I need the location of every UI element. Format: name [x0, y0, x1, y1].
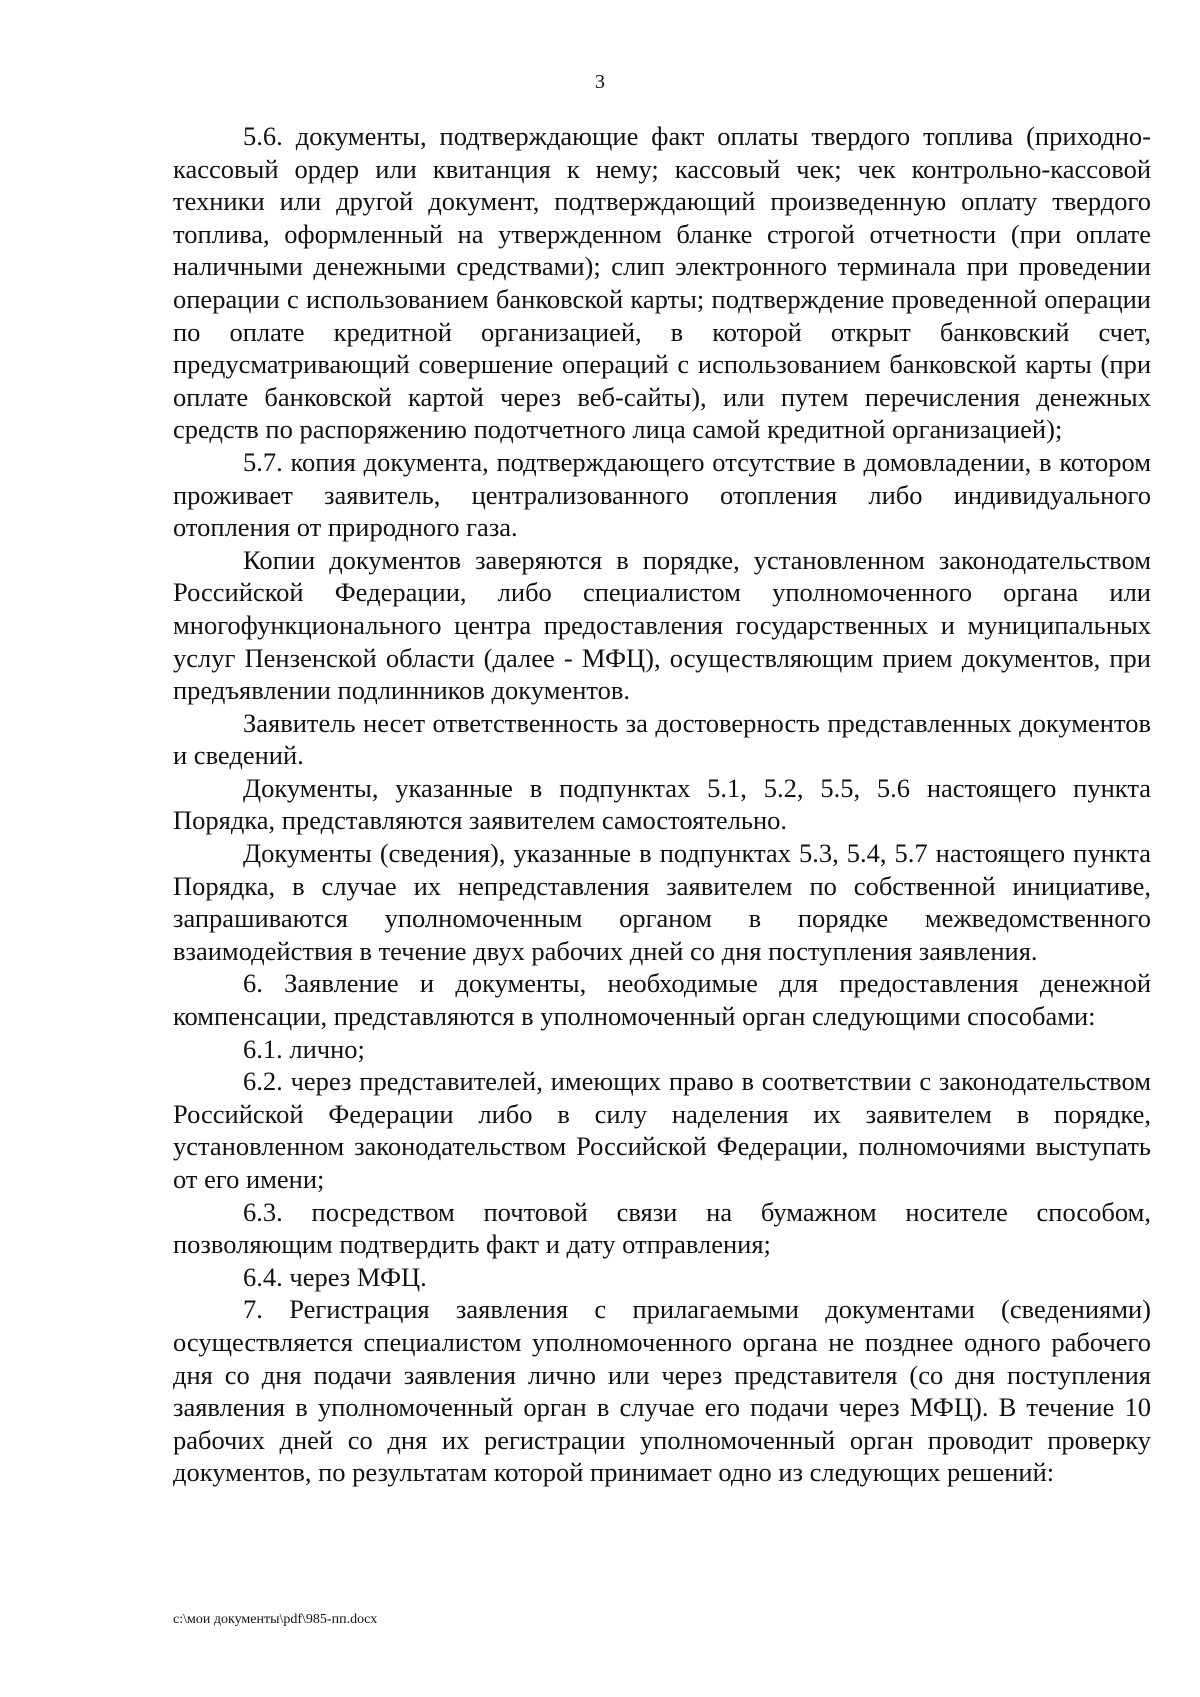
paragraph-6: 6. Заявление и документы, необходимые для предоставления денежной компенсации, представляются в уполномоченный орган следующими способами: — [173, 968, 1151, 1032]
paragraph-7: 7. Регистрация заявления с прилагаемыми документами (сведениями) осуществляется специалистом уполномоченного органа не позднее одного рабочего дня со дня подачи заявления лично или через представителя (со дня поступления заявления в уполномоченный орган в случае его подачи через МФЦ). В течение 10 рабочих дней со дня их регистрации уполномоченный орган проводит проверку документов, по результатам которой принимает одно из следующих решений: — [173, 1294, 1151, 1488]
paragraph-6-3: 6.3. посредством почтовой связи на бумажном носителе способом, позволяющим подтвердить факт и дату отправления; — [173, 1196, 1151, 1260]
paragraph-5-7: 5.7. копия документа, подтверждающего отсутствие в домовладении, в котором проживает заявитель, централизованного отопления либо индивидуального отопления от природного газа. — [173, 446, 1151, 543]
paragraph-5-6: 5.6. документы, подтверждающие факт оплаты твердого топлива (приходно-кассовый ордер или квитанция к нему; кассовый чек; чек контрольно-кассовой техники или другой документ, подтверждающий произведенную оплату твердого топлива, оформленный на утвержденном бланке строгой отчетности (при оплате наличными денежными средствами); слип электронного терминала при проведении операции с использованием банковской карты; подтверждение проведенной операции по оплате кредитной организацией, в которой открыт банковский счет, предусматривающий совершение операций с использованием банковской карты (при оплате банковской картой через веб-сайты), или путем перечисления денежных средств по распоряжению подотчетного лица самой кредитной организацией); — [173, 121, 1151, 445]
paragraph-self-submitted-documents: Документы, указанные в подпунктах 5.1, 5.2, 5.5, 5.6 настоящего пункта Порядка, представляются заявителем самостоятельно. — [173, 772, 1151, 836]
paragraph-copies-certification: Копии документов заверяются в порядке, установленном законодательством Российской Федерации, либо специалистом уполномоченного органа или многофункционального центра предоставления государственных и муниципальных услуг Пензенской области (далее - МФЦ), осуществляющим прием документов, при предъявлении подлинников документов. — [173, 544, 1151, 706]
footer-file-path: c:\мои документы\pdf\985-пп.docx — [173, 1612, 378, 1627]
paragraph-requested-documents: Документы (сведения), указанные в подпунктах 5.3, 5.4, 5.7 настоящего пункта Порядка, в случае их непредставления заявителем по собственной инициативе, запрашиваются уполномоченным органом в порядке межведомственного взаимодействия в течение двух рабочих дней со дня поступления заявления. — [173, 838, 1151, 966]
document-body — [173, 120, 1151, 1489]
paragraph-applicant-responsibility: Заявитель несет ответственность за достоверность представленных документов и сведений. — [173, 707, 1151, 771]
paragraph-6-2: 6.2. через представителей, имеющих право в соответствии с законодательством Российской Федерации либо в силу наделения их заявителем в порядке, установленном законодательством Российской Федерации, полномочиями выступать от его имени; — [173, 1066, 1151, 1194]
page-number: 3 — [595, 71, 605, 93]
paragraph-6-1: 6.1. лично; — [243, 1033, 365, 1064]
paragraph-6-4: 6.4. через МФЦ. — [243, 1261, 427, 1292]
